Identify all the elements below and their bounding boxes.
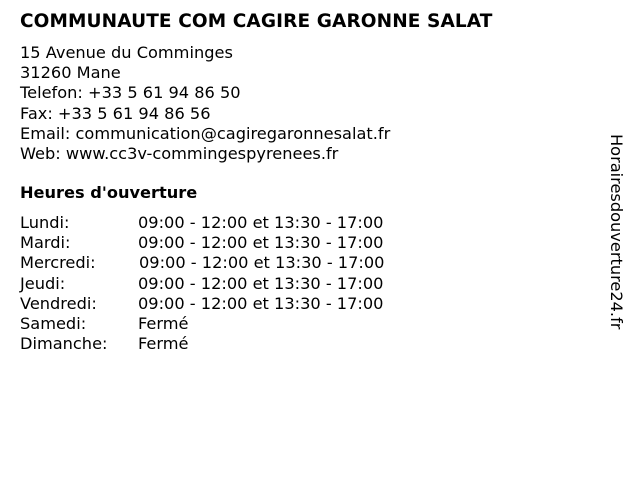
day-hours: 09:00 - 12:00 et 13:30 - 17:00 (138, 233, 384, 253)
day-label: Vendredi: (20, 293, 97, 313)
site-watermark: Horairesdouverture24.fr (607, 134, 626, 330)
email-address: Email: communication@cagiregaronnesalat.fr (20, 123, 391, 143)
day-hours: Fermé (138, 313, 189, 333)
day-hours: 09:00 - 12:00 et 13:30 - 17:00 (138, 213, 384, 232)
opening-hours-heading: Heures d'ouverture (20, 183, 198, 202)
day-label: Samedi: (20, 313, 87, 333)
address-city: 31260 Mane (20, 63, 121, 83)
day-label: Mercredi: (20, 253, 96, 273)
day-hours: 09:00 - 12:00 et 13:30 - 17:00 (138, 293, 384, 313)
address-street: 15 Avenue du Comminges (20, 43, 233, 62)
website: Web: www.cc3v-commingespyrenees.fr (20, 143, 339, 163)
day-label: Jeudi: (20, 273, 66, 293)
day-label: Dimanche: (20, 334, 108, 354)
day-hours: Fermé (138, 334, 189, 354)
day-label: Lundi: (20, 213, 70, 232)
fax-number: Fax: +33 5 61 94 86 56 (20, 103, 211, 123)
day-hours: 09:00 - 12:00 et 13:30 - 17:00 (138, 273, 384, 293)
contact-block (20, 43, 390, 164)
day-hours: 09:00 - 12:00 et 13:30 - 17:00 (139, 253, 385, 273)
business-name: COMMUNAUTE COM CAGIRE GARONNE SALAT (20, 11, 493, 32)
phone-number: Telefon: +33 5 61 94 86 50 (20, 83, 241, 103)
day-label: Mardi: (20, 233, 71, 253)
